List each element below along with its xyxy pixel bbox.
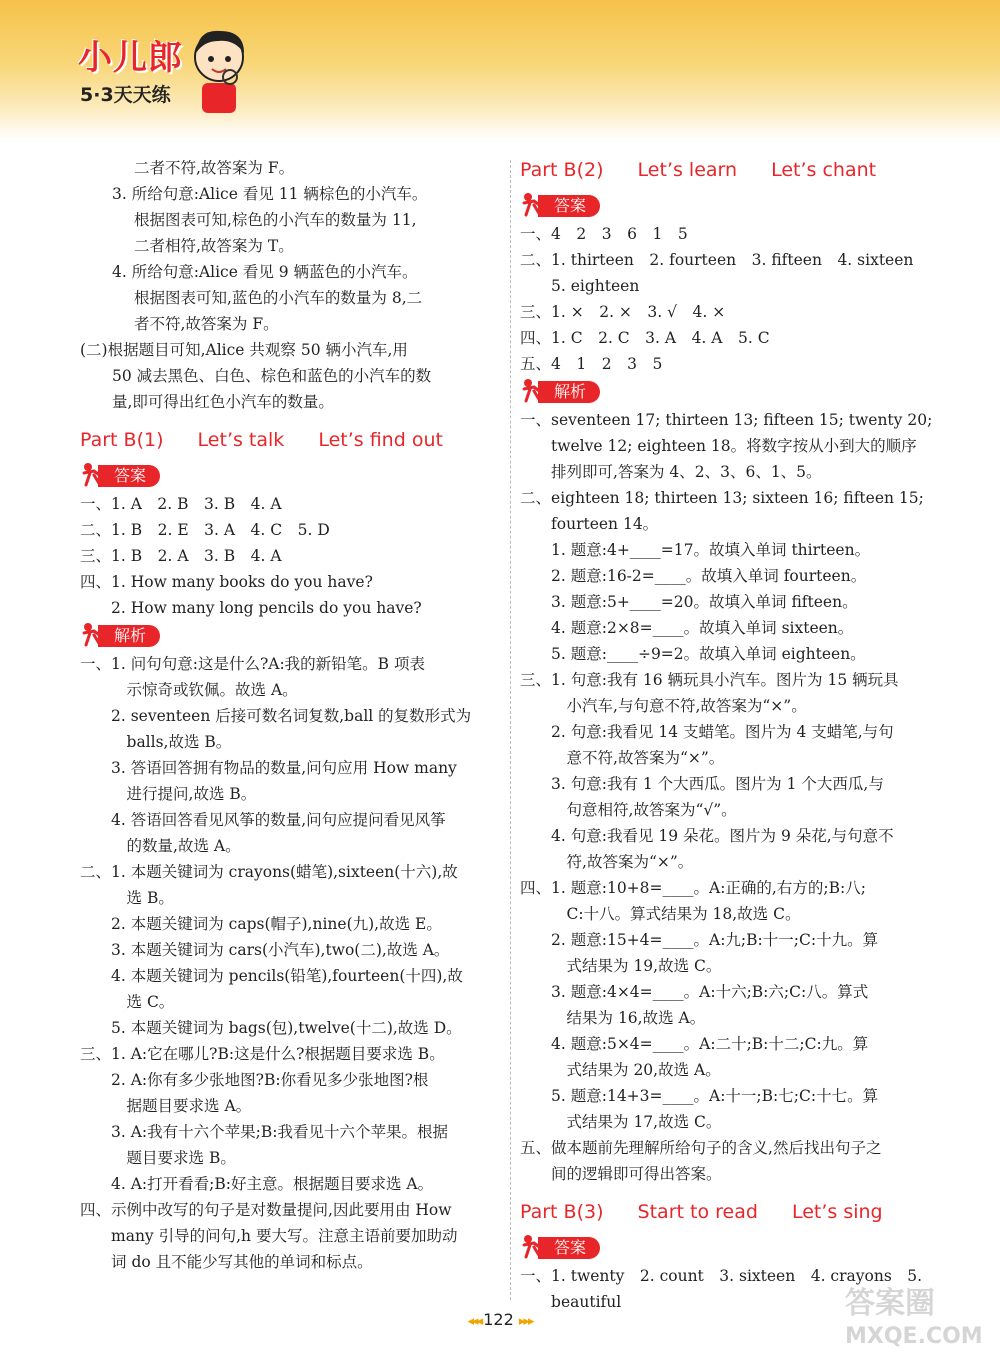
item-number	[520, 1057, 551, 1083]
answer-tag	[80, 463, 160, 487]
item-number: 二、	[520, 489, 552, 507]
text-line: 量,即可得出红色小汽车的数量。	[112, 393, 334, 411]
item-number	[80, 1015, 111, 1041]
item-number	[520, 797, 551, 823]
answer-tag	[520, 1235, 600, 1259]
item-text: 4. 答语回答看见风筝的数量,问句应提问看见风筝	[111, 811, 446, 829]
text-line	[520, 719, 945, 745]
text-line	[80, 1249, 500, 1275]
item-number	[520, 615, 551, 641]
item-number	[520, 537, 551, 563]
item-number: 五、	[520, 355, 552, 373]
answer-tag-label: 答案	[538, 195, 600, 217]
item-text: 示例中改写的句子是对数量提问,因此要用由 How	[111, 1201, 452, 1219]
item-text: 2. 本题关键词为 caps(帽子),nine(九),故选 E。	[111, 915, 442, 933]
text-line	[520, 273, 945, 299]
part-label: Part B(3)	[520, 1201, 604, 1223]
item-number	[520, 1109, 551, 1135]
item-text: 5. 题意:14+3=____。A:十一;B:七;C:十七。算	[551, 1087, 879, 1105]
item-text: 3. 答语回答拥有物品的数量,问句应用 How many	[111, 759, 457, 777]
item-number	[520, 823, 551, 849]
item-text: 4. 句意:我看见 19 朵花。图片为 9 朵花,与句意不	[551, 827, 894, 845]
watermark-line2: MXQE.COM	[845, 1324, 983, 1349]
book-logo	[70, 25, 250, 120]
item-text: 3. 本题关键词为 cars(小汽车),two(二),故选 A。	[111, 941, 450, 959]
item-text: twelve 12; eighteen 18。将数字按从小到大的顺序	[551, 437, 917, 455]
text-line	[80, 651, 500, 677]
item-text: 1. 题意:4+____=17。故填入单词 thirteen。	[551, 541, 871, 559]
item-text: 1. twenty 2. count 3. sixteen 4. crayons 5. beautiful	[551, 1267, 923, 1311]
text-line	[80, 885, 500, 911]
item-text: 3. 题意:5+____=20。故填入单词 fifteen。	[551, 593, 858, 611]
text-line	[520, 1031, 945, 1057]
text-line	[80, 1093, 500, 1119]
item-text: 据题目要求选 A。	[111, 1097, 252, 1115]
text-line	[80, 755, 500, 781]
text-line	[80, 1145, 500, 1171]
item-text: seventeen 17; thirteen 13; fifteen 15; twenty 20;	[551, 411, 933, 429]
text-line	[520, 589, 945, 615]
text-line	[80, 569, 500, 595]
item-number	[80, 729, 111, 755]
item-text: 示惊奇或钦佩。故选 A。	[111, 681, 298, 699]
text-line	[80, 1171, 500, 1197]
item-number	[520, 273, 551, 299]
text-line	[80, 1015, 500, 1041]
runner-icon	[80, 621, 110, 647]
item-text: 符,故答案为“×”。	[551, 853, 694, 871]
item-text: 1. thirteen 2. fourteen 3. fifteen 4. sixteen	[551, 251, 914, 269]
item-text: 4 1 2 3 5	[551, 355, 663, 373]
item-text: 的数量,故选 A。	[111, 837, 241, 855]
text-line: 二者相符,故答案为 T。	[134, 237, 294, 255]
item-text: 1. How many books do you have?	[111, 573, 373, 591]
item-text: fourteen 14。	[551, 515, 659, 533]
item-number	[80, 989, 111, 1015]
watermark-line1: 答案圈	[845, 1286, 935, 1321]
text-line	[520, 797, 945, 823]
left-analysis-list	[80, 651, 500, 1275]
text-line	[80, 517, 500, 543]
item-text: eighteen 18; thirteen 13; sixteen 16; fifteen 15;	[551, 489, 924, 507]
logo-title: 小儿郎	[78, 38, 183, 78]
runner-icon	[520, 1233, 550, 1259]
item-text: 2. 句意:我看见 14 支蜡笔。图片为 4 支蜡笔,与句	[551, 723, 894, 741]
item-number: 二、	[80, 863, 112, 881]
text-line	[520, 1083, 945, 1109]
item-text: C:十八。算式结果为 18,故选 C。	[551, 905, 801, 923]
item-number: 四、	[520, 329, 552, 347]
part-read-label: Start to read	[637, 1201, 758, 1223]
text-line	[80, 677, 500, 703]
text-line	[520, 1057, 945, 1083]
item-number	[520, 563, 551, 589]
item-number	[80, 885, 111, 911]
item-text: 小汽车,与句意不符,故答案为“×”。	[551, 697, 807, 715]
runner-icon	[520, 377, 550, 403]
item-text: 选 C。	[111, 993, 175, 1011]
runner-icon	[520, 191, 550, 217]
item-number	[520, 901, 551, 927]
item-text: 做本题前先理解所给句子的含义,然后找出句子之	[551, 1139, 882, 1157]
item-text: 式结果为 17,故选 C。	[551, 1113, 722, 1131]
item-text: 1. A:它在哪儿?B:这是什么?根据题目要求选 B。	[111, 1045, 445, 1063]
text-line	[520, 823, 945, 849]
analysis-tag-label: 解析	[98, 625, 160, 647]
left-arrows-icon: ◂◂◂	[467, 1314, 484, 1329]
item-text: 式结果为 19,故选 C。	[551, 957, 722, 975]
item-text: 5. 题意:____÷9=2。故填入单词 eighteen。	[551, 645, 866, 663]
item-number	[520, 745, 551, 771]
text-line	[520, 247, 945, 273]
text-line	[80, 1223, 500, 1249]
item-text: 1. 句意:我有 16 辆玩具小汽车。图片为 15 辆玩具	[551, 671, 899, 689]
item-text: 1. × 2. × 3. √ 4. ×	[551, 303, 726, 321]
item-text: 1. C 2. C 3. A 4. A 5. C	[551, 329, 770, 347]
text-line	[520, 979, 945, 1005]
section-heading-part-b2	[520, 157, 945, 183]
item-text: 2. A:你有多少张地图?B:你看见多少张地图?根	[111, 1071, 429, 1089]
text-line: 根据图表可知,棕色的小汽车的数量为 11,	[134, 211, 417, 229]
item-number: 一、	[80, 655, 112, 673]
item-text: 句意相符,故答案为“√”。	[551, 801, 737, 819]
item-number	[520, 953, 551, 979]
item-number	[80, 1223, 111, 1249]
item-number: 四、	[520, 879, 552, 897]
item-text: 4. 题意:2×8=____。故填入单词 sixteen。	[551, 619, 854, 637]
text-line: 50 减去黑色、白色、棕色和蓝色的小汽车的数	[112, 367, 432, 385]
page-number: 122	[483, 1310, 514, 1329]
item-text: 1. A 2. B 3. B 4. A	[111, 495, 282, 513]
text-line: 者不符,故答案为 F。	[134, 315, 279, 333]
text-line	[520, 875, 945, 901]
text-line	[80, 543, 500, 569]
left-intro-block	[80, 155, 500, 415]
text-line	[520, 953, 945, 979]
item-text: 4. 题意:5×4=____。A:二十;B:十二;C:九。算	[551, 1035, 869, 1053]
item-number	[520, 719, 551, 745]
item-number	[80, 1145, 111, 1171]
item-number	[520, 927, 551, 953]
text-line	[520, 407, 945, 433]
part-sing-label: Let’s sing	[791, 1201, 883, 1223]
text-line: (二)根据题目可知,Alice 共观察 50 辆小汽车,用	[80, 341, 408, 359]
item-number	[520, 1005, 551, 1031]
item-number: 三、	[520, 671, 552, 689]
item-number: 一、	[520, 225, 552, 243]
section-heading-part-b3	[520, 1199, 945, 1225]
item-text: 1. 问句句意:这是什么?A:我的新铅笔。B 项表	[111, 655, 425, 673]
right-answers-list	[520, 221, 945, 377]
text-line	[520, 849, 945, 875]
item-text: balls,故选 B。	[111, 733, 232, 751]
mascot-icon	[188, 25, 250, 117]
text-line	[80, 595, 500, 621]
item-number	[80, 807, 111, 833]
item-number	[520, 1031, 551, 1057]
item-text: 2. 题意:15+4=____。A:九;B:十一;C:十九。算	[551, 931, 879, 949]
item-number: 四、	[80, 1201, 112, 1219]
item-number: 二、	[80, 521, 112, 539]
text-line: 3. 所给句意:Alice 看见 11 辆棕色的小汽车。	[112, 185, 428, 203]
text-line	[520, 927, 945, 953]
text-line	[80, 491, 500, 517]
item-number: 五、	[520, 1139, 552, 1157]
item-text: 5. eighteen	[551, 277, 640, 295]
text-line: 4. 所给句意:Alice 看见 9 辆蓝色的小汽车。	[112, 263, 418, 281]
item-number	[520, 511, 551, 537]
text-line	[80, 833, 500, 859]
item-text: many 引导的问句,h 要大写。注意主语前要加助动	[111, 1227, 458, 1245]
item-text: 2. seventeen 后接可数名词复数,ball 的复数形式为	[111, 707, 472, 725]
left-answers-list	[80, 491, 500, 621]
part-talk-label: Let’s talk	[197, 429, 285, 451]
text-line	[520, 693, 945, 719]
item-number: 三、	[80, 547, 112, 565]
item-text: 1. 本题关键词为 crayons(蜡笔),sixteen(十六),故	[111, 863, 458, 881]
item-text: 3. 句意:我有 1 个大西瓜。图片为 1 个大西瓜,与	[551, 775, 884, 793]
text-line	[80, 911, 500, 937]
text-line	[520, 299, 945, 325]
text-line	[520, 537, 945, 563]
item-number	[520, 979, 551, 1005]
watermark-logo	[835, 1275, 985, 1355]
item-number	[80, 937, 111, 963]
right-arrows-icon: ▸▸▸	[518, 1314, 533, 1329]
section-heading-part-b1	[80, 427, 500, 453]
item-text: 5. 本题关键词为 bags(包),twelve(十二),故选 D。	[111, 1019, 462, 1037]
item-text: 3. 题意:4×4=____。A:十六;B:六;C:八。算式	[551, 983, 869, 1001]
text-line	[80, 1197, 500, 1223]
item-text: 间的逻辑即可得出答案。	[551, 1165, 722, 1183]
text-line	[80, 1067, 500, 1093]
item-number: 三、	[520, 303, 552, 321]
item-number	[520, 849, 551, 875]
item-number: 一、	[80, 495, 112, 513]
part-label: Part B(2)	[520, 159, 604, 181]
text-line	[520, 1005, 945, 1031]
item-number	[80, 755, 111, 781]
text-line	[80, 703, 500, 729]
item-number	[80, 963, 111, 989]
text-line	[520, 615, 945, 641]
part-learn-label: Let’s learn	[637, 159, 738, 181]
text-line	[520, 667, 945, 693]
item-number	[80, 703, 111, 729]
item-number	[520, 641, 551, 667]
part-label: Part B(1)	[80, 429, 164, 451]
item-number: 三、	[80, 1045, 112, 1063]
text-line	[520, 1109, 945, 1135]
item-number	[80, 1171, 111, 1197]
item-number	[520, 589, 551, 615]
text-line	[520, 771, 945, 797]
logo-subtitle: 5·3天天练	[80, 84, 171, 106]
item-text: 4 2 3 6 1 5	[551, 225, 688, 243]
text-line	[520, 325, 945, 351]
text-line	[80, 1119, 500, 1145]
analysis-tag	[80, 623, 160, 647]
item-number: 二、	[520, 251, 552, 269]
item-text: 选 B。	[111, 889, 174, 907]
item-number	[80, 1093, 111, 1119]
item-number: 一、	[520, 411, 552, 429]
text-line	[520, 1135, 945, 1161]
item-text: 结果为 16,故选 A。	[551, 1009, 706, 1027]
text-line	[80, 963, 500, 989]
text-line	[520, 1161, 945, 1187]
text-line	[520, 563, 945, 589]
text-line	[520, 511, 945, 537]
text-line	[520, 351, 945, 377]
text-line	[520, 221, 945, 247]
right-analysis-list	[520, 407, 945, 1187]
answer-tag-label: 答案	[538, 1237, 600, 1259]
item-number: 一、	[520, 1267, 552, 1285]
item-number	[520, 459, 551, 485]
text-line	[80, 859, 500, 885]
item-number	[80, 911, 111, 937]
item-number	[80, 1067, 111, 1093]
item-text: 4. 本题关键词为 pencils(铅笔),fourteen(十四),故	[111, 967, 463, 985]
item-text: 2. How many long pencils do you have?	[111, 599, 422, 617]
item-number	[520, 771, 551, 797]
runner-icon	[80, 461, 110, 487]
text-line	[80, 781, 500, 807]
item-number	[80, 677, 111, 703]
item-text: 进行提问,故选 B。	[111, 785, 257, 803]
text-line	[80, 729, 500, 755]
item-number	[80, 833, 111, 859]
item-text: 1. B 2. E 3. A 4. C 5. D	[111, 521, 330, 539]
item-number	[520, 1083, 551, 1109]
text-line	[520, 901, 945, 927]
text-line	[520, 641, 945, 667]
text-line: 二者不符,故答案为 F。	[134, 159, 295, 177]
item-text: 排列即可,答案为 4、2、3、6、1、5。	[551, 463, 822, 481]
text-line	[80, 989, 500, 1015]
item-number: 四、	[80, 573, 112, 591]
item-text: 意不符,故答案为“×”。	[551, 749, 725, 767]
left-column	[80, 155, 500, 1275]
item-text: 4. A:打开看看;B:好主意。根据题目要求选 A。	[111, 1175, 434, 1193]
item-number	[80, 1119, 111, 1145]
text-line	[80, 1041, 500, 1067]
item-text: 2. 题意:16-2=____。故填入单词 fourteen。	[551, 567, 867, 585]
item-text: 题目要求选 B。	[111, 1149, 236, 1167]
part-find-label: Let’s find out	[318, 429, 443, 451]
item-number	[520, 433, 551, 459]
answer-tag-label: 答案	[98, 465, 160, 487]
item-number	[80, 781, 111, 807]
right-column	[520, 155, 945, 1315]
analysis-tag	[520, 379, 600, 403]
text-line	[520, 485, 945, 511]
text-line	[520, 745, 945, 771]
analysis-tag-label: 解析	[538, 381, 600, 403]
answer-tag	[520, 193, 600, 217]
column-divider	[510, 160, 511, 1300]
item-number	[520, 1161, 551, 1187]
text-line	[80, 937, 500, 963]
text-line	[520, 433, 945, 459]
item-number	[80, 1249, 111, 1275]
item-number	[520, 693, 551, 719]
text-line	[520, 459, 945, 485]
text-line	[80, 807, 500, 833]
text-line: 根据图表可知,蓝色的小汽车的数量为 8,二	[134, 289, 423, 307]
item-text: 1. 题意:10+8=____。A:正确的,右方的;B:八;	[551, 879, 866, 897]
item-text: 1. B 2. A 3. B 4. A	[111, 547, 282, 565]
item-number	[80, 595, 111, 621]
item-text: 式结果为 20,故选 A。	[551, 1061, 721, 1079]
item-text: 词 do 且不能少写其他的单词和标点。	[111, 1253, 373, 1271]
part-chant-label: Let’s chant	[771, 159, 877, 181]
item-text: 3. A:我有十六个苹果;B:我看见十六个苹果。根据	[111, 1123, 448, 1141]
